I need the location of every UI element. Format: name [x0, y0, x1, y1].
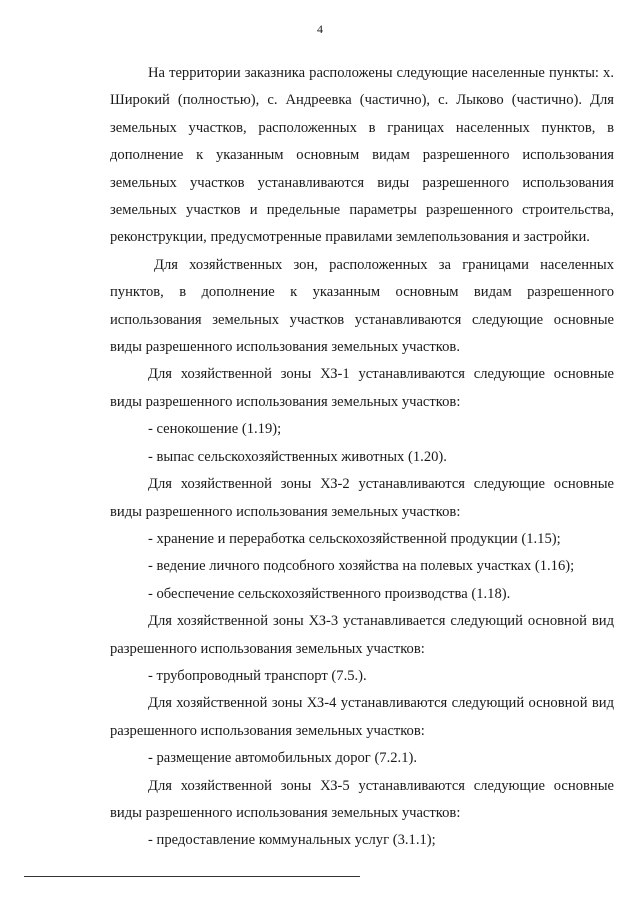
paragraph-zone-hz1: Для хозяйственной зоны ХЗ-1 устанавливаются следующие основные виды разрешенного использования земельных участков:	[110, 366, 614, 410]
paragraph-zone-hz4: Для хозяйственной зоны ХЗ-4 устанавливаются следующий основной вид разрешенного использования земельных участков:	[110, 695, 614, 739]
paragraph-zone-hz2: Для хозяйственной зоны ХЗ-2 устанавливаются следующие основные виды разрешенного использования земельных участков:	[110, 476, 614, 520]
paragraph-economic-zones-intro: Для хозяйственных зон, расположенных за границами населенных пунктов, в дополнение к указанным основным видам разрешенного использования земельных участков устанавливаются следующие основные виды разрешенного использования земельных участков.	[110, 256, 614, 356]
list-item: - хранение и переработка сельскохозяйственной продукции (1.15);	[148, 530, 561, 547]
list-item: - выпас сельскохозяйственных животных (1.20).	[148, 448, 447, 465]
paragraph-zone-hz5: Для хозяйственной зоны ХЗ-5 устанавливаются следующие основные виды разрешенного использования земельных участков:	[110, 777, 614, 821]
footnote-separator	[24, 876, 360, 877]
list-item: - ведение личного подсобного хозяйства на полевых участках (1.16);	[148, 558, 575, 575]
list-item: - размещение автомобильных дорог (7.2.1).	[148, 750, 417, 767]
list-item: - предоставление коммунальных услуг (3.1.1);	[148, 832, 436, 849]
list-item: - сенокошение (1.19);	[148, 421, 282, 438]
list-item: - трубопроводный транспорт (7.5.).	[148, 667, 367, 684]
paragraph-settlements: На территории заказника расположены следующие населенные пункты: х. Широкий (полностью), с. Андреевка (частично), с. Лыково (частично). Для земельных участков, расположенных в границах населенных пунктов, в дополнение к указанным основным видам разрешенного использования земельных участков устанавливаются виды разрешенного использования земельных участков и предельные параметры разрешенного строительства, реконструкции, предусмотренные правилами землепользования и застройки.	[110, 65, 614, 246]
list-item: - обеспечение сельскохозяйственного производства (1.18).	[148, 585, 511, 602]
body-text	[110, 60, 614, 855]
page-number: 4	[317, 22, 323, 36]
paragraph-zone-hz3: Для хозяйственной зоны ХЗ-3 устанавливается следующий основной вид разрешенного использования земельных участков:	[110, 613, 614, 657]
